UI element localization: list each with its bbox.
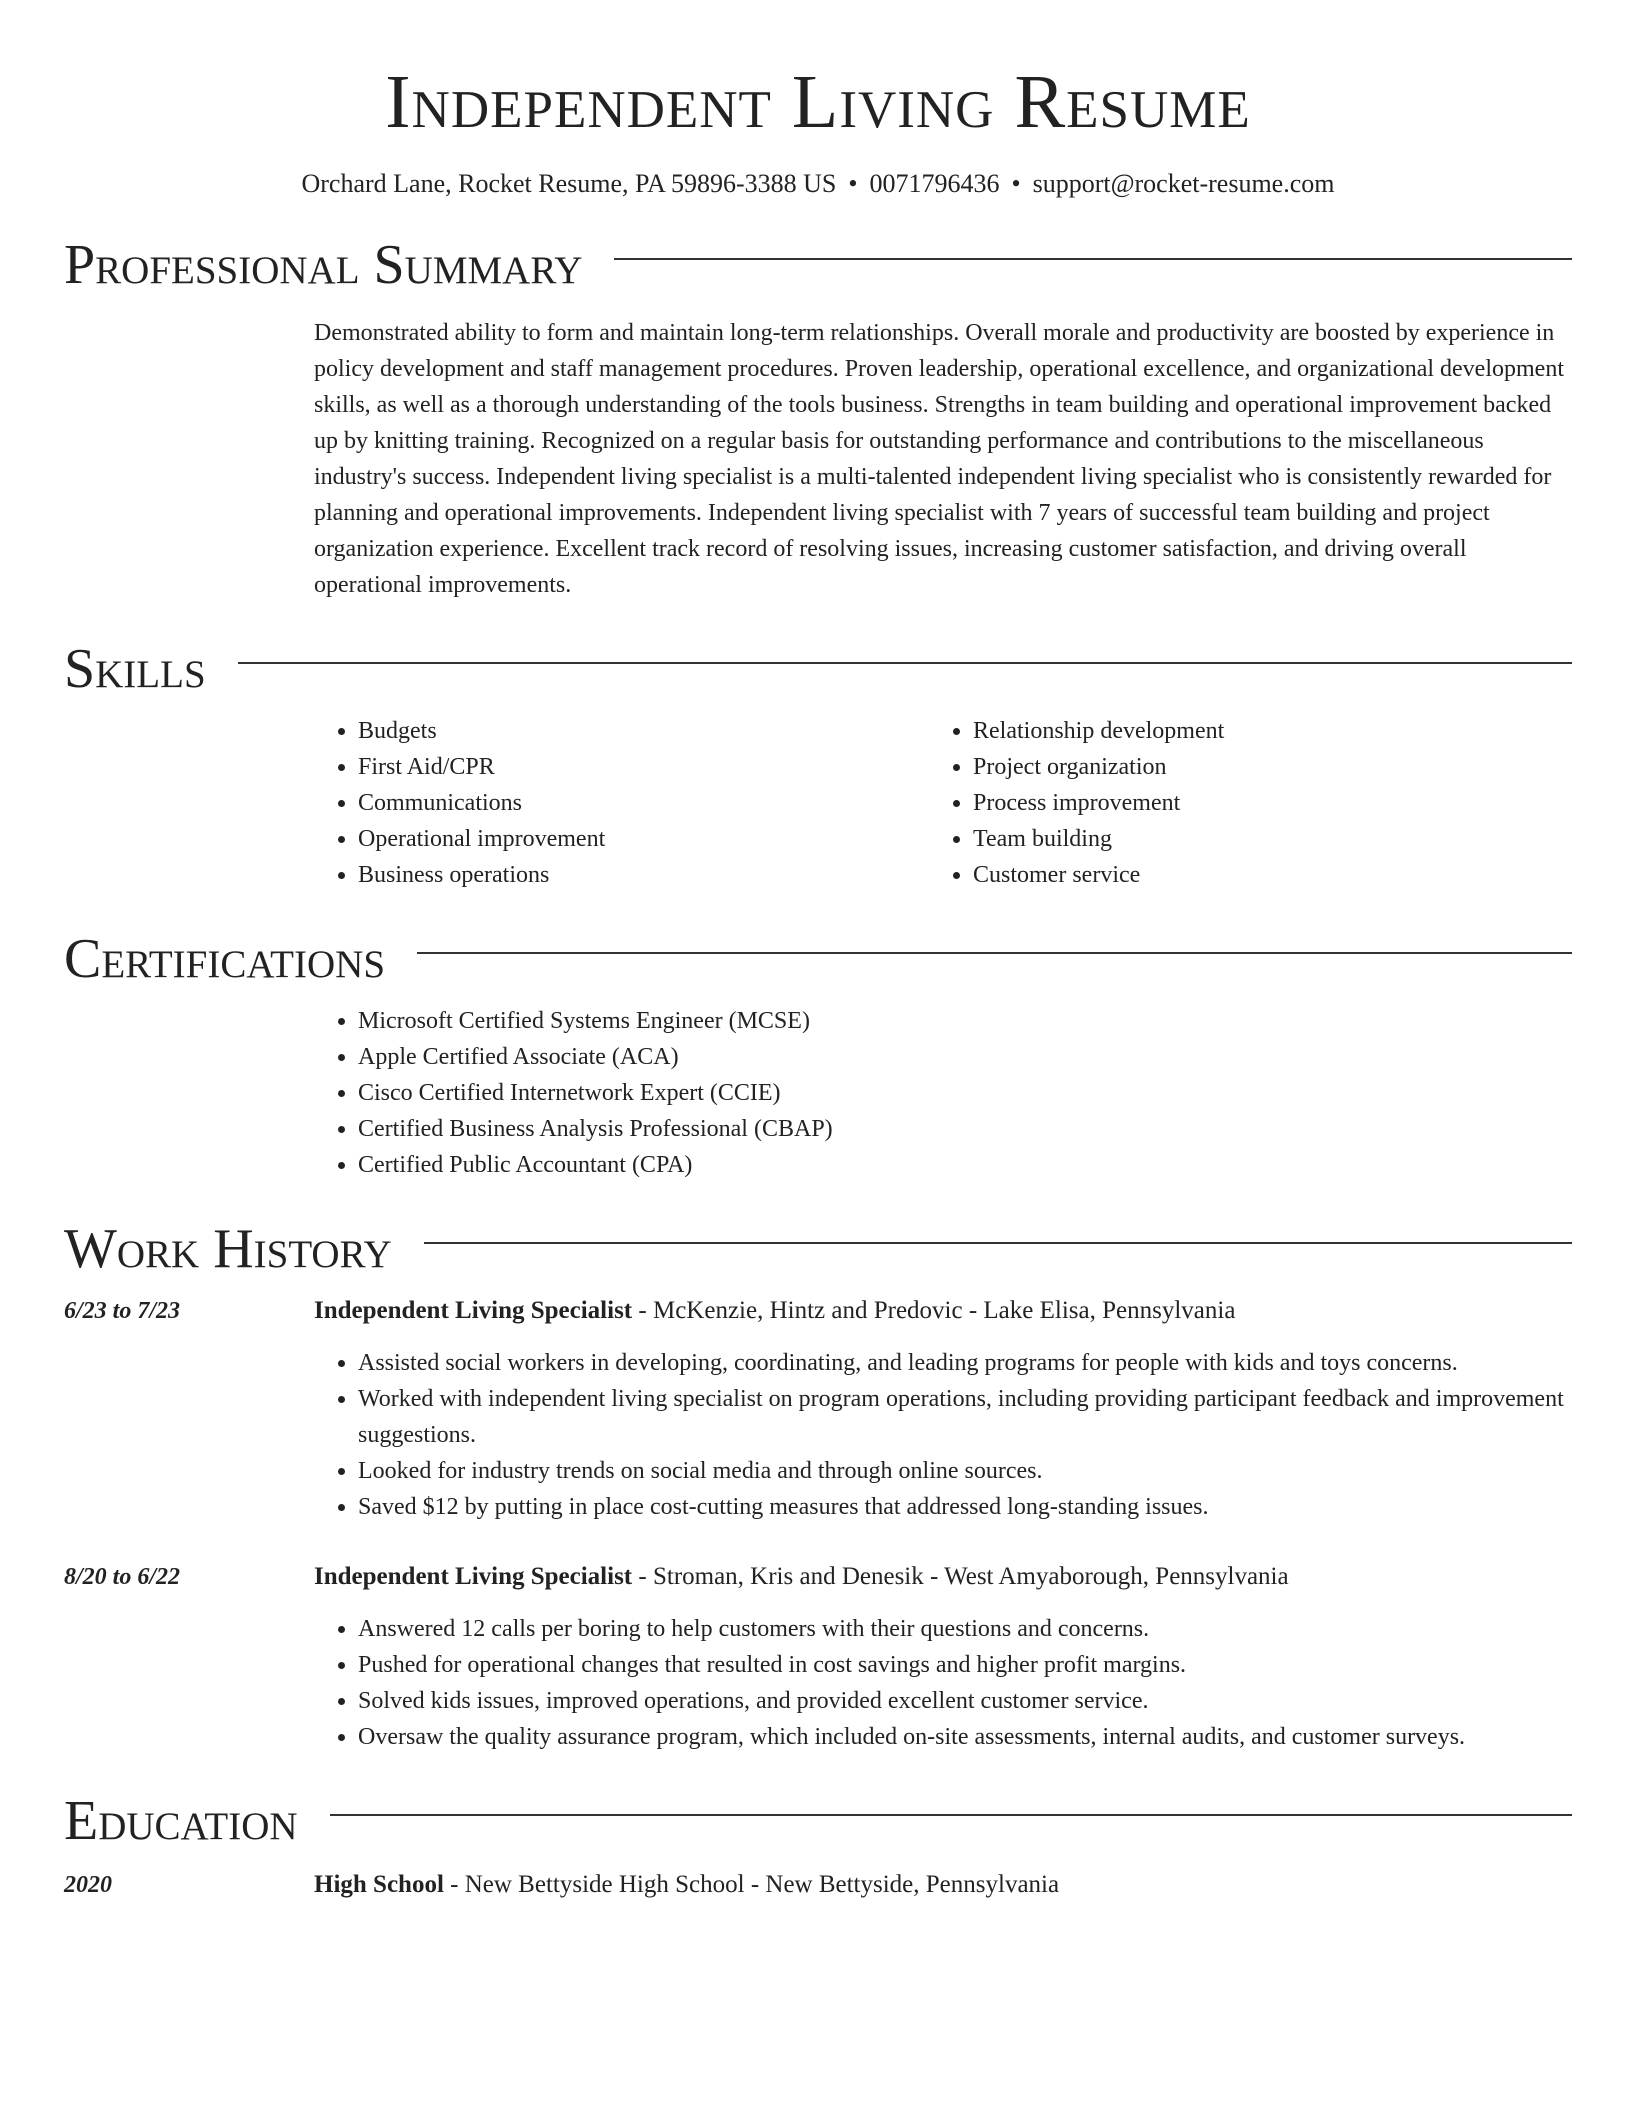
education-heading xyxy=(314,1867,1059,1903)
skills-column-left xyxy=(314,713,929,893)
education-year: 2020 xyxy=(64,1872,112,1899)
contact-address: Orchard Lane, Rocket Resume, PA 59896-3388 US xyxy=(301,169,837,198)
skill-item: • Project organization xyxy=(973,749,1544,785)
education-degree: High School xyxy=(314,1871,444,1899)
section-header-education xyxy=(64,1790,1572,1853)
section-divider xyxy=(330,1814,1572,1816)
section-header-skills xyxy=(64,638,1572,701)
job-bullet: • Saved $12 by putting in place cost-cutting measures that addressed long-standing issues. xyxy=(358,1489,1572,1525)
section-title-certifications: Certifications xyxy=(64,928,386,991)
contact-separator: • xyxy=(848,169,858,198)
section-header-summary xyxy=(64,234,1572,297)
job-employer: - Stroman, Kris and Denesik - West Amyaborough, Pennsylvania xyxy=(632,1563,1289,1591)
certification-item: • Cisco Certified Internetwork Expert (CCIE) xyxy=(358,1075,1572,1111)
certification-item: • Certified Business Analysis Professional (CBAP) xyxy=(358,1111,1572,1147)
section-header-work-history xyxy=(64,1218,1572,1281)
job-entry xyxy=(64,1293,1572,1525)
job-heading xyxy=(314,1559,1572,1595)
summary-text: Demonstrated ability to form and maintain long-term relationships. Overall morale and productivity are boosted by experience in policy development and staff management procedures. Proven leadership, operational excellence, and organizational development skills, as well as a thorough understanding of the tools business. Strengths in team building and operational improvement backed up by knitting training. Recognized on a regular basis for outstanding performance and contributions to the miscellaneous industry's success. Independent living specialist is a multi-talented independent living specialist who is consistently rewarded for planning and operational improvements. Independent living specialist with 7 years of successful team building and project organization experience. Excellent track record of resolving issues, increasing customer satisfaction, and driving overall operational improvements. xyxy=(314,320,1564,599)
job-dates: 6/23 to 7/23 xyxy=(64,1298,181,1325)
resume-title: Independent Living Resume xyxy=(385,60,1251,144)
section-title-summary: Professional Summary xyxy=(64,234,583,297)
contact-separator: • xyxy=(1011,169,1021,198)
job-bullet: • Oversaw the quality assurance program, which included on-site assessments, internal audits, and customer surveys. xyxy=(358,1719,1572,1755)
skill-item: • First Aid/CPR xyxy=(358,749,929,785)
education-entry xyxy=(64,1867,1572,1903)
section-divider xyxy=(424,1242,1572,1244)
skill-item: • Relationship development xyxy=(973,713,1544,749)
job-bullet: • Worked with independent living specialist on program operations, including providing participant feedback and improvement suggestions. xyxy=(358,1381,1572,1453)
job-employer: - McKenzie, Hintz and Predovic - Lake Elisa, Pennsylvania xyxy=(632,1297,1236,1325)
section-title-education: Education xyxy=(64,1790,298,1853)
contact-line xyxy=(64,168,1572,199)
certification-item: • Microsoft Certified Systems Engineer (MCSE) xyxy=(358,1003,1572,1039)
contact-phone: 0071796436 xyxy=(869,169,1000,198)
section-title-work-history: Work History xyxy=(64,1218,392,1281)
resume-page xyxy=(64,0,1572,1903)
certification-item: • Apple Certified Associate (ACA) xyxy=(358,1039,1572,1075)
section-header-certifications xyxy=(64,928,1572,991)
job-entry xyxy=(64,1559,1572,1755)
skill-item: • Process improvement xyxy=(973,785,1544,821)
education-school: - New Bettyside High School - New Bettyside, Pennsylvania xyxy=(443,1871,1060,1899)
skill-item: • Team building xyxy=(973,821,1544,857)
skills-list xyxy=(314,713,1572,893)
section-divider xyxy=(238,662,1572,664)
section-title-skills: Skills xyxy=(64,638,206,701)
job-bullet: • Solved kids issues, improved operations, and provided excellent customer service. xyxy=(358,1683,1572,1719)
section-divider xyxy=(417,952,1572,954)
certification-item: • Certified Public Accountant (CPA) xyxy=(358,1147,1572,1183)
job-title: Independent Living Specialist xyxy=(314,1563,633,1591)
skill-item: • Business operations xyxy=(358,857,929,893)
job-bullet: • Pushed for operational changes that resulted in cost savings and higher profit margins. xyxy=(358,1647,1572,1683)
section-divider xyxy=(614,258,1572,260)
contact-email: support@rocket-resume.com xyxy=(1032,169,1335,198)
job-dates: 8/20 to 6/22 xyxy=(64,1564,181,1591)
skill-item: • Budgets xyxy=(358,713,929,749)
skill-item: • Customer service xyxy=(973,857,1544,893)
job-detail xyxy=(314,1293,1572,1525)
job-bullet: • Looked for industry trends on social media and through online sources. xyxy=(358,1453,1572,1489)
skills-column-right xyxy=(929,713,1544,893)
certifications-list xyxy=(314,1003,1572,1183)
skill-item: • Operational improvement xyxy=(358,821,929,857)
job-heading xyxy=(314,1293,1572,1329)
job-bullet: • Answered 12 calls per boring to help customers with their questions and concerns. xyxy=(358,1611,1572,1647)
job-bullet: • Assisted social workers in developing, coordinating, and leading programs for people with kids and toys concerns. xyxy=(358,1345,1572,1381)
job-title: Independent Living Specialist xyxy=(314,1297,633,1325)
job-detail xyxy=(314,1559,1572,1755)
skill-item: • Communications xyxy=(358,785,929,821)
